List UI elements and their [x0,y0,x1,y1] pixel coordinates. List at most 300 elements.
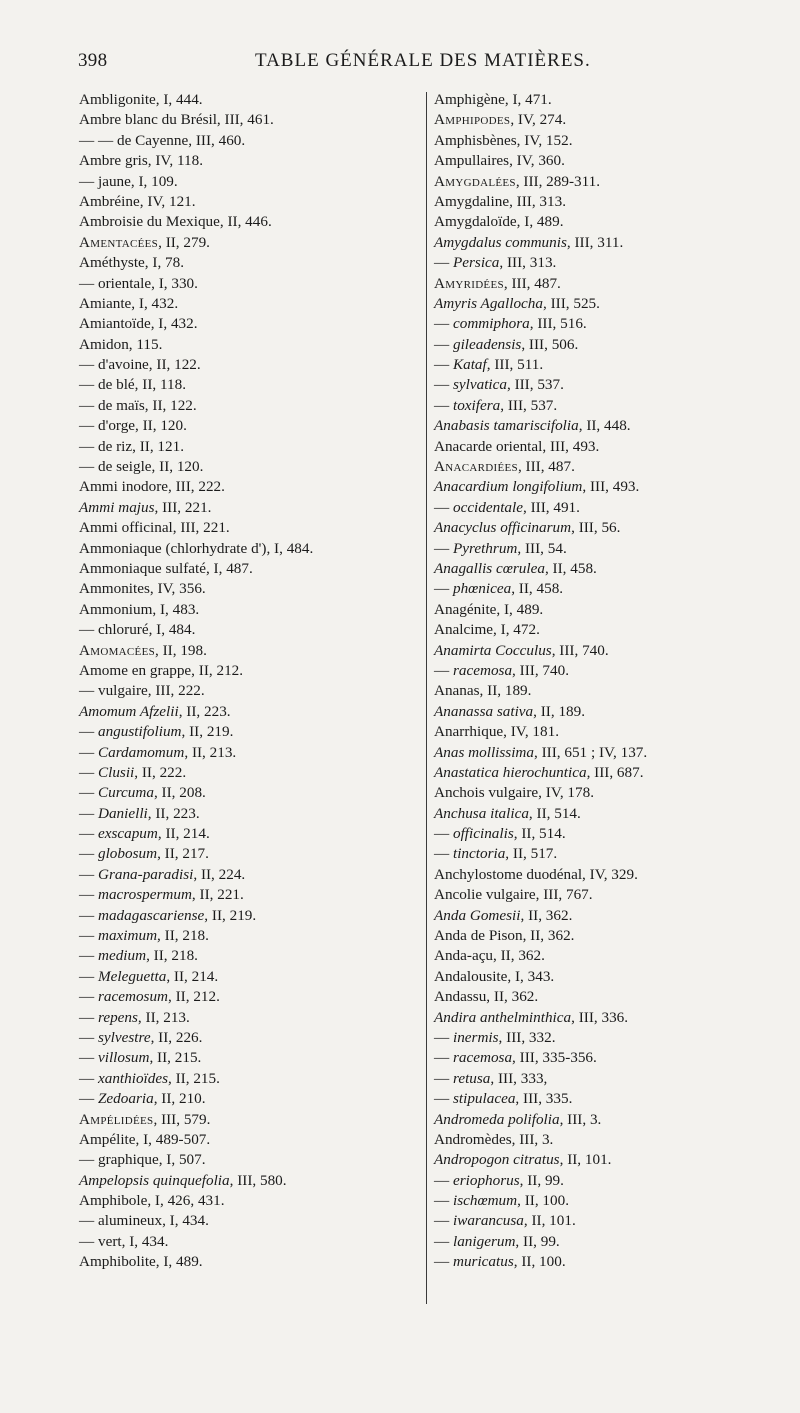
entry-text: — [79,886,98,904]
entry-text: , II, 215. [168,1069,220,1087]
index-entry [434,1232,754,1252]
entry-italic-text: villosum [97,1049,150,1067]
entry-text: , III, 740. [512,661,569,679]
entry-italic-text: inermis [452,1028,499,1046]
index-entry [79,1150,419,1170]
entry-italic-text: lanigerum [452,1232,516,1250]
index-entry [434,335,754,355]
index-entry [434,946,754,966]
entry-text: Amphisbènes, IV, 152. [434,131,573,149]
entry-text: , III, 493. [582,478,640,496]
entry-text: , II, 514. [528,804,581,822]
entry-italic-text: ischœmum [452,1192,518,1210]
entry-text: , III, 511. [486,356,544,374]
index-entry [79,396,419,416]
index-entry [79,1191,419,1211]
page-number: 398 [78,50,108,71]
entry-text: Amphibole, I, 426, 431. [79,1192,225,1210]
entry-text: — [79,947,98,965]
index-entry [434,539,754,559]
entry-text: , II, 217. [157,845,209,863]
entry-smallcaps-text: Amomacées [79,641,156,659]
entry-text: — [434,1049,453,1067]
entry-italic-text: Ampelopsis quinquefolia [79,1171,230,1189]
index-entry [79,539,419,559]
entry-text: , II, 214. [166,967,219,985]
entry-text: , III, 580. [229,1171,287,1189]
index-entry [434,804,754,824]
entry-text: — [434,539,453,557]
index-entry [79,579,419,599]
entry-italic-text: macrospermum [97,886,192,904]
entry-text: Andalousite, I, 343. [434,967,555,985]
entry-text: Ambligonite, I, 444. [79,91,203,108]
entry-italic-text: Persica [452,254,500,272]
entry-text: — [79,1028,98,1046]
entry-text: — [434,315,453,333]
index-entry [434,579,754,599]
entry-text: — [434,1192,453,1210]
entry-italic-text: Amyris Agallocha [434,294,543,312]
entry-italic-text: racemosa [452,1049,513,1067]
entry-text: , III, 3. [559,1110,602,1128]
entry-text: — [79,1049,98,1067]
entry-text: Anagénite, I, 489. [434,600,544,618]
entry-text: — [434,1212,453,1230]
entry-text: , III, 487. [503,274,561,292]
index-entry [79,681,419,701]
entry-italic-text: Anchusa italica [434,804,529,822]
index-entry [79,457,419,477]
entry-italic-text: phœnicea [452,580,512,598]
index-entry [434,1130,754,1150]
index-entry [434,518,754,538]
entry-text: , II, 458. [544,559,597,577]
index-entry [434,600,754,620]
entry-italic-text: Ammi majus [79,498,155,516]
entry-text: , III, 335-356. [512,1049,597,1067]
entry-italic-text: racemosum [97,988,169,1006]
entry-text: , II, 448. [578,417,631,435]
entry-text: Andromèdes, III, 3. [434,1130,554,1148]
entry-text: , III, 54. [517,539,567,557]
index-entry [434,396,754,416]
index-entry [434,212,754,232]
entry-text: , II, 218. [146,947,198,965]
entry-text: , III, 221. [154,498,212,516]
entry-text: , III, 487. [517,458,575,476]
entry-text: Amphigène, I, 471. [434,91,552,108]
entry-text: — — de Cayenne, III, 460. [79,131,246,149]
index-entry [79,1171,419,1191]
entry-italic-text: tinctoria [452,845,506,863]
entry-text: Anacarde oriental, III, 493. [434,437,600,455]
entry-text: , II, 221. [191,886,244,904]
index-entry [79,233,419,253]
index-entry [434,906,754,926]
entry-text: Amome en grappe, II, 212. [79,661,244,679]
index-entry [434,375,754,395]
index-entry [434,1150,754,1170]
entry-text: Ammoniaque (chlorhydrate d'), I, 484. [79,539,314,557]
index-entry [434,192,754,212]
index-entry [79,743,419,763]
entry-italic-text: occidentale [452,498,523,516]
entry-italic-text: gileadensis [452,335,522,353]
entry-italic-text: racemosa [452,661,513,679]
entry-text: Amygdaline, III, 313. [434,192,567,210]
entry-text: — graphique, I, 507. [79,1151,206,1169]
entry-text: , III, 651 ; IV, 137. [534,743,648,761]
index-entry [79,824,419,844]
entry-italic-text: Amygdalus communis [434,233,567,251]
entry-italic-text: officinalis [452,825,514,843]
entry-text: — [79,804,98,822]
page-title: TABLE GÉNÉRALE DES MATIÈRES. [255,50,591,71]
entry-italic-text: Andropogon citratus [434,1151,560,1169]
entry-italic-text: eriophorus [452,1171,520,1189]
entry-text: , III, 516. [529,315,587,333]
entry-text: — [434,661,453,679]
index-entry [434,1110,754,1130]
entry-text: Améthyste, I, 78. [79,254,185,272]
index-entry [79,844,419,864]
index-entry [434,1211,754,1231]
index-entry [79,1252,419,1272]
entry-text: , II, 99. [515,1232,560,1250]
entry-italic-text: Anacardium longifolium [434,478,583,496]
entry-italic-text: Curcuma [97,784,154,802]
entry-text: — [79,967,98,985]
index-entry [434,967,754,987]
entry-text: , III, 506. [521,335,579,353]
entry-italic-text: medium [97,947,147,965]
entry-text: — [434,356,453,374]
entry-text: , III, 537. [500,396,558,414]
index-entry [79,620,419,640]
index-entry [79,518,419,538]
entry-text: , II, 514. [513,825,566,843]
entry-text: — [79,927,98,945]
index-entry [434,844,754,864]
entry-text: — de blé, II, 118. [79,376,186,394]
index-entry [79,131,419,151]
entry-italic-text: Anagallis cœrulea [434,559,545,577]
index-entry [434,416,754,436]
entry-italic-text: Amomum Afzelii [79,702,179,720]
entry-italic-text: Anacyclus officinarum [434,519,572,537]
index-entry [434,559,754,579]
entry-text: — orientale, I, 330. [79,274,198,292]
index-entry [79,987,419,1007]
entry-text: — vert, I, 434. [79,1232,169,1250]
index-entry [434,885,754,905]
entry-text: — [434,1171,453,1189]
index-entry [434,457,754,477]
entry-text: — [434,825,453,843]
index-entry [79,559,419,579]
index-entry [434,681,754,701]
index-entry [79,946,419,966]
entry-text: — [79,1090,98,1108]
index-entry [79,314,419,334]
index-entry [79,1089,419,1109]
index-entry [434,253,754,273]
entry-text: Andassu, II, 362. [434,988,539,1006]
index-entry [434,1069,754,1089]
index-entry [434,233,754,253]
entry-text: Ampélite, I, 489-507. [79,1130,211,1148]
entry-smallcaps-text: Amentacées [79,233,159,251]
entry-text: Amiantoïde, I, 432. [79,315,198,333]
entry-text: Amiante, I, 432. [79,294,179,312]
entry-text: Ammonium, I, 483. [79,600,200,618]
entry-text: Ambre gris, IV, 118. [79,152,204,170]
entry-text: — de maïs, II, 122. [79,396,197,414]
entry-text: , II, 517. [505,845,558,863]
entry-text: — vulgaire, III, 222. [79,682,205,700]
index-entry [434,1252,754,1272]
index-entry [434,355,754,375]
index-entry [79,783,419,803]
entry-italic-text: sylvatica [452,376,507,394]
entry-text: Anda de Pison, II, 362. [434,927,575,945]
index-column-right [434,90,754,1273]
entry-text: — [434,1090,453,1108]
entry-text: — jaune, I, 109. [79,172,178,190]
entry-text: , II, 189. [533,702,586,720]
entry-italic-text: toxifera [452,396,501,414]
entry-italic-text: iwarancusa [452,1212,524,1230]
entry-text: Ananas, II, 189. [434,682,532,700]
entry-text: , II, 210. [153,1090,206,1108]
index-entry [79,1048,419,1068]
entry-text: — [434,1069,453,1087]
entry-text: — [434,1028,453,1046]
entry-text: Ammi officinal, III, 221. [79,519,230,537]
entry-text: , II, 213. [184,743,237,761]
entry-smallcaps-text: Anacardiées [434,458,518,476]
entry-italic-text: Clusii [97,763,135,781]
index-entry [79,906,419,926]
entry-text: — de seigle, II, 120. [79,458,204,476]
index-entry [434,110,754,130]
entry-italic-text: maximum [97,927,158,945]
entry-text: — [79,743,98,761]
entry-text: — [434,335,453,353]
entry-text: , II, 100. [517,1192,569,1210]
entry-text: — de riz, II, 121. [79,437,185,455]
entry-text: , III, 289-311. [515,172,601,190]
entry-text: , II, 213. [137,1008,190,1026]
entry-text: , III, 56. [571,519,621,537]
entry-text: Ammonites, IV, 356. [79,580,206,598]
entry-text: , II, 279. [158,233,210,251]
entry-text: , II, 458. [511,580,564,598]
index-entry [434,90,754,110]
entry-text: — [434,1232,453,1250]
entry-text: Ambroisie du Mexique, II, 446. [79,213,272,231]
index-entry [79,375,419,395]
index-entry [434,437,754,457]
entry-text: , III, 579. [153,1110,211,1128]
index-entry [79,1232,419,1252]
entry-text: — [79,825,98,843]
entry-text: — [434,845,453,863]
entry-italic-text: Pyrethrum [452,539,518,557]
index-entry [79,865,419,885]
entry-text: , II, 214. [157,825,210,843]
index-entry [79,1130,419,1150]
entry-italic-text: Anamirta Cocculus [434,641,552,659]
entry-text: — [79,763,98,781]
entry-text: Anchylostome duodénal, IV, 329. [434,865,638,883]
entry-text: — [79,784,98,802]
index-entry [79,702,419,722]
index-entry [79,1211,419,1231]
entry-text: , II, 101. [523,1212,576,1230]
index-entry [79,926,419,946]
entry-text: — [434,580,453,598]
entry-text: , II, 218. [157,927,209,945]
entry-text: — [434,396,453,414]
index-entry [79,294,419,314]
entry-text: — chloruré, I, 484. [79,621,196,639]
entry-italic-text: Grana-paradisi [97,865,194,883]
index-entry [79,661,419,681]
entry-text: Ancolie vulgaire, III, 767. [434,886,593,904]
index-entry [79,192,419,212]
entry-text: , II, 226. [150,1028,203,1046]
entry-text: , II, 101. [559,1151,612,1169]
index-entry [79,110,419,130]
index-entry [434,926,754,946]
entry-text: , III, 332. [498,1028,556,1046]
index-entry [79,90,419,110]
entry-text: — [434,254,453,272]
index-entry [434,1191,754,1211]
index-entry [434,1028,754,1048]
index-entry [79,804,419,824]
entry-italic-text: Meleguetta [97,967,167,985]
index-entry [79,335,419,355]
entry-italic-text: xanthioïdes [97,1069,169,1087]
entry-italic-text: Anabasis tamariscifolia [434,417,579,435]
entry-text: Ambréine, IV, 121. [79,192,196,210]
entry-italic-text: Anda Gomesii [434,906,521,924]
index-entry [79,1028,419,1048]
index-entry [434,702,754,722]
index-entry [434,172,754,192]
entry-text: , II, 223. [147,804,200,822]
entry-text: — d'avoine, II, 122. [79,356,201,374]
entry-italic-text: Cardamomum [97,743,185,761]
entry-text: , III, 537. [506,376,564,394]
index-entry [434,620,754,640]
index-entry [434,641,754,661]
index-entry [79,355,419,375]
entry-text: Ammoniaque sulfaté, I, 487. [79,559,253,577]
entry-italic-text: Danielli [97,804,148,822]
entry-italic-text: Zedoaria [97,1090,154,1108]
entry-italic-text: Kataf [452,356,487,374]
index-entry [79,172,419,192]
index-entry [79,885,419,905]
entry-italic-text: stipulacea [452,1090,516,1108]
index-entry [434,477,754,497]
entry-text: — [434,376,453,394]
index-entry [434,661,754,681]
entry-text: , II, 219. [204,906,257,924]
entry-text: — [79,723,98,741]
index-entry [434,743,754,763]
index-entry [434,314,754,334]
entry-text: Anda-açu, II, 362. [434,947,545,965]
entry-text: — [79,906,98,924]
index-entry [79,763,419,783]
entry-italic-text: Anastatica hierochuntica [434,763,587,781]
entry-italic-text: madagascariense [97,906,205,924]
index-entry [434,722,754,742]
entry-text: , II, 223. [178,702,231,720]
entry-text: , II, 362. [520,906,573,924]
entry-text: , II, 212. [168,988,220,1006]
entry-text: — d'orge, II, 120. [79,417,187,435]
index-entry [434,865,754,885]
entry-text: , III, 525. [542,294,600,312]
index-entry [79,416,419,436]
entry-text: , II, 198. [155,641,207,659]
page-header [78,50,678,80]
entry-italic-text: exscapum [97,825,158,843]
index-entry [434,498,754,518]
index-entry [79,498,419,518]
index-entry [434,783,754,803]
entry-text: Amygdaloïde, I, 489. [434,213,564,231]
index-entry [434,1048,754,1068]
entry-smallcaps-text: Ampélidées [79,1110,154,1128]
entry-italic-text: angustifolium [97,723,182,741]
index-entry [79,600,419,620]
entry-text: Analcime, I, 472. [434,621,540,639]
entry-text: Ammi inodore, III, 222. [79,478,225,496]
entry-text: — [434,1253,453,1271]
index-entry [79,1069,419,1089]
entry-italic-text: Ananassa sativa [434,702,534,720]
entry-text: , II, 100. [513,1253,566,1271]
entry-italic-text: Andira anthelminthica [434,1008,572,1026]
index-entry [434,294,754,314]
index-entry [434,1089,754,1109]
index-entry [434,763,754,783]
index-entry [79,1008,419,1028]
entry-text: , IV, 274. [510,111,567,129]
entry-italic-text: retusa [452,1069,491,1087]
index-entry [79,212,419,232]
index-entry [434,1171,754,1191]
index-entry [79,641,419,661]
entry-italic-text: commiphora [452,315,530,333]
entry-text: , III, 491. [522,498,580,516]
entry-smallcaps-text: Amphipodes [434,111,511,129]
index-entry [79,967,419,987]
entry-italic-text: muricatus [452,1253,514,1271]
index-entry [434,824,754,844]
entry-text: , III, 335. [515,1090,573,1108]
entry-text: , III, 313. [499,254,557,272]
index-entry [79,722,419,742]
index-entry [79,274,419,294]
